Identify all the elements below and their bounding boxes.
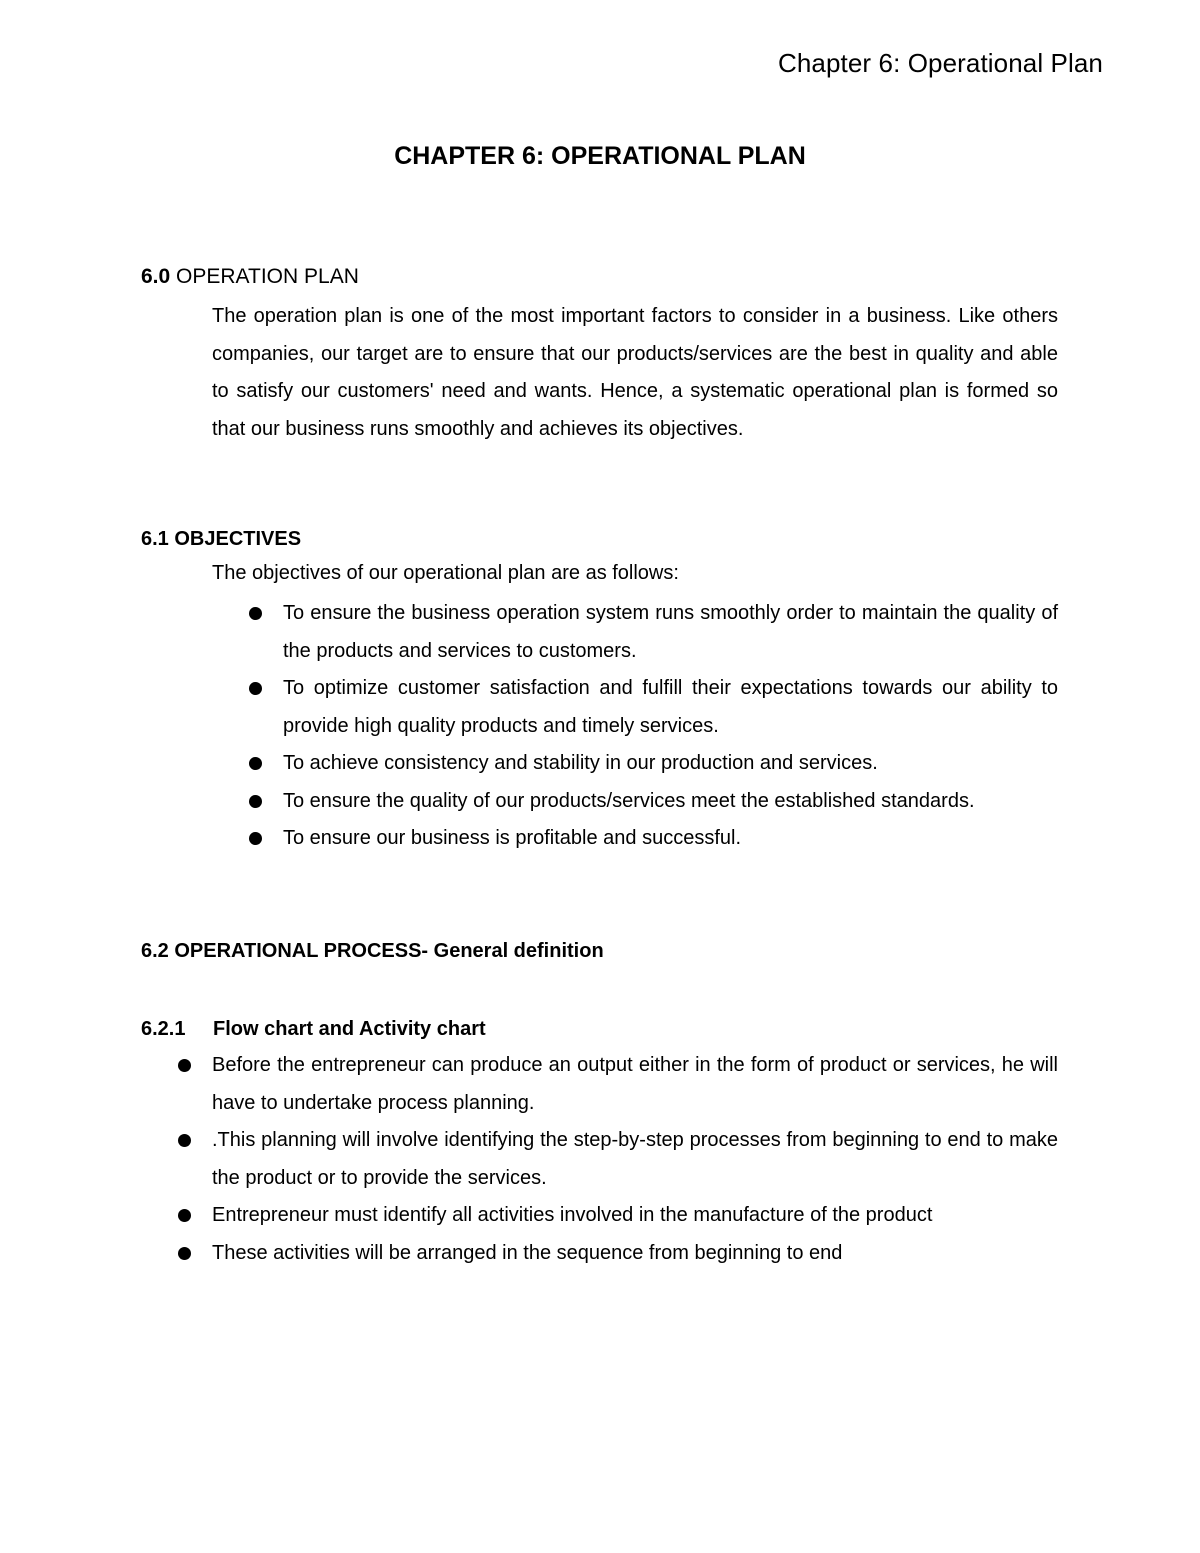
running-header: Chapter 6: Operational Plan bbox=[777, 48, 1103, 78]
bullet-icon bbox=[249, 757, 262, 770]
list-item-text: To ensure the quality of our products/services meet the established standards. bbox=[283, 789, 975, 812]
list-item bbox=[283, 820, 1058, 858]
list-item bbox=[283, 670, 1058, 745]
section-heading-operational-process: 6.2 OPERATIONAL PROCESS- General definition bbox=[141, 940, 604, 962]
list-item bbox=[283, 595, 1058, 670]
subsection-title: Flow chart and Activity chart bbox=[213, 1018, 486, 1040]
list-item bbox=[212, 1235, 1058, 1273]
bullet-icon bbox=[249, 682, 262, 695]
objectives-lead-text: The objectives of our operational plan are as follows: bbox=[212, 562, 679, 584]
list-item-text: .This planning will involve identifying the step-by-step processes from beginning to end to make the product or to provide the services. bbox=[212, 1129, 1058, 1189]
list-item bbox=[283, 783, 1058, 821]
list-item bbox=[212, 1122, 1058, 1197]
list-item bbox=[283, 745, 1058, 783]
bullet-icon bbox=[249, 832, 262, 845]
list-item-text: These activities will be arranged in the sequence from beginning to end bbox=[212, 1241, 843, 1264]
list-item-text: To achieve consistency and stability in our production and services. bbox=[283, 752, 878, 774]
bullet-icon bbox=[178, 1247, 191, 1260]
list-item-text: To ensure the business operation system runs smoothly order to maintain the quality of the products and services to customers. bbox=[283, 602, 1058, 662]
bullet-icon bbox=[178, 1134, 191, 1147]
subsection-heading-flow-chart bbox=[141, 1018, 486, 1041]
list-item-text: Entrepreneur must identify all activities involved in the manufacture of the product bbox=[212, 1204, 933, 1226]
bullet-icon bbox=[249, 795, 262, 808]
subsection-number: 6.2.1 bbox=[141, 1018, 186, 1040]
section-number: 6.0 bbox=[141, 265, 171, 288]
bullet-icon bbox=[249, 607, 262, 620]
list-item-text: To ensure our business is profitable and successful. bbox=[283, 827, 742, 849]
operation-plan-paragraph: The operation plan is one of the most important factors to consider in a business. Like others companies, our target are to ensure that our products/services are the best in quality and able to satisfy our customers' need and wants. Hence, a systematic operational plan is formed so that our business runs smoothly and achieves its objectives. bbox=[212, 305, 1058, 440]
bullet-icon bbox=[178, 1209, 191, 1222]
list-item-text: Before the entrepreneur can produce an output either in the form of product or services, he will have to undertake process planning. bbox=[212, 1054, 1058, 1114]
list-item bbox=[212, 1197, 1058, 1235]
section-heading-objectives: 6.1 OBJECTIVES bbox=[141, 528, 302, 550]
section-heading-operation-plan bbox=[141, 265, 359, 289]
bullet-icon bbox=[178, 1059, 191, 1072]
chapter-title: CHAPTER 6: OPERATIONAL PLAN bbox=[394, 142, 806, 170]
list-item bbox=[212, 1047, 1058, 1122]
list-item-text: To optimize customer satisfaction and fulfill their expectations towards our ability to provide high quality products and timely services. bbox=[283, 677, 1058, 737]
flow-chart-list bbox=[212, 1047, 1058, 1272]
section-title: OPERATION PLAN bbox=[176, 265, 359, 288]
objectives-list bbox=[283, 595, 1058, 858]
